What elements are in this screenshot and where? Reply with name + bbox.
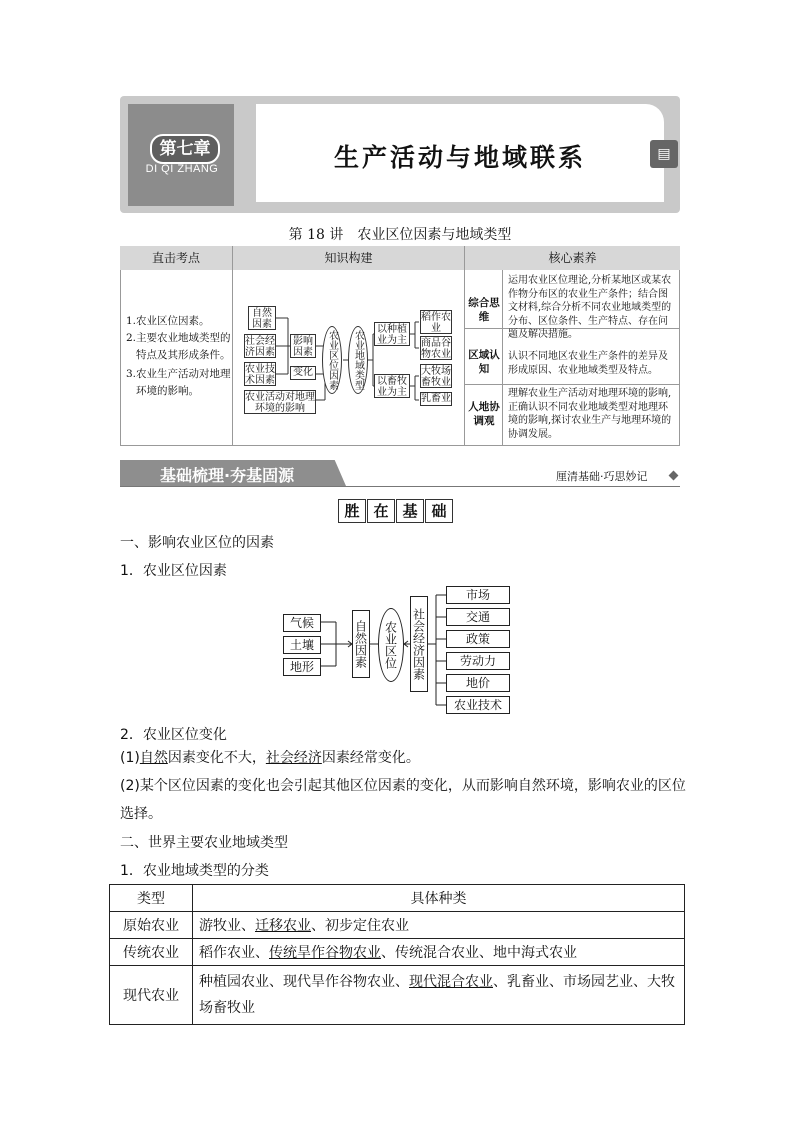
header-suyang: 核心素养 <box>465 246 680 270</box>
table-row <box>110 885 685 912</box>
factor-center: 农业区位 <box>378 608 404 682</box>
factor-policy: 政策 <box>446 630 510 648</box>
kaodian-line: 1.农业区位因素。 <box>126 315 210 327</box>
divider <box>464 246 465 446</box>
table-header: 类型 <box>110 885 193 912</box>
factor-natural: 自然因素 <box>352 610 370 678</box>
factor-transport: 交通 <box>446 608 510 626</box>
map-node-impact: 农业活动对地理环境的影响 <box>245 392 315 414</box>
heading-strip <box>338 499 454 523</box>
map-ellipse-type: 农业地域类型 <box>348 326 368 394</box>
table-cell: 传统农业 <box>110 939 193 966</box>
section-heading-1: 一、影响农业区位的因素 <box>120 535 274 551</box>
table-cell: 原始农业 <box>110 912 193 939</box>
chapter-title: 生产活动与地域联系 <box>333 143 586 172</box>
map-node-dairy: 乳畜业 <box>421 393 451 404</box>
section-title: 基础梳理·夯基固源 <box>160 466 295 485</box>
strip-char: 在 <box>367 499 395 523</box>
map-node-tech: 农业技术因素 <box>245 364 275 386</box>
map-ellipse-location: 农业区位因素 <box>322 326 342 394</box>
lesson-title: 第 18 讲 农业区位因素与地域类型 <box>288 227 512 243</box>
header-zhishi: 知识构建 <box>233 246 464 270</box>
kaodian-line: 特点及其形成条件。 <box>136 349 231 361</box>
kaodian-line: 3.农业生产活动对地理 <box>126 368 231 380</box>
suyang-desc: 认识不同地区农业生产条件的差异及形成原因、农业地域类型及特点。 <box>508 351 668 376</box>
table-row <box>110 912 685 939</box>
map-node-rice: 稻作农业 <box>421 312 451 334</box>
map-node-crop: 以种植业为主 <box>374 322 410 346</box>
table-row <box>110 966 685 1025</box>
kaodian-line: 2.主要农业地域类型的 <box>126 332 231 344</box>
table-header: 具体种类 <box>193 885 685 912</box>
map-node-livestock: 以畜牧业为主 <box>374 374 410 398</box>
paragraph-2: (2)某个区位因素的变化也会引起其他区位因素的变化，从而影响自然环境，影响农业的区位选择。 <box>120 778 686 822</box>
chapter-pinyin: DI QI ZHANG <box>145 163 219 175</box>
book-search-icon: ▤ <box>650 140 678 168</box>
strip-char: 基 <box>396 499 424 523</box>
factor-social: 社会经济因素 <box>410 596 428 692</box>
table-cell: 稻作农业、传统旱作谷物农业、传统混合农业、地中海式农业 <box>193 939 685 966</box>
factor-agri-tech: 农业技术 <box>446 696 510 714</box>
header-kaodian: 直击考点 <box>120 246 232 270</box>
section-tagline: 厘清基础·巧思妙记 <box>556 470 648 483</box>
factor-land-price: 地价 <box>446 674 510 692</box>
subheading: 1．农业地域类型的分类 <box>120 863 269 879</box>
map-node-factors: 影响因素 <box>290 334 316 358</box>
suyang-label: 人地协调观 <box>468 401 500 427</box>
table-cell: 游牧业、迁移农业、初步定住农业 <box>193 912 685 939</box>
agri-type-table <box>109 884 685 1025</box>
table-cell: 种植园农业、现代旱作谷物农业、现代混合农业、乳畜业、市场园艺业、大牧场畜牧业 <box>193 966 685 1025</box>
factor-soil: 土壤 <box>283 636 321 654</box>
divider <box>502 270 503 446</box>
suyang-label: 区域认知 <box>468 349 500 375</box>
factor-labor: 劳动力 <box>446 652 510 670</box>
map-node-change: 变化 <box>290 366 316 380</box>
suyang-desc: 运用农业区位理论,分析某地区或某农作物分布区的农业生产条件；结合图文材料,综合分析不同农业地域类型的分布、区位条件、生产特点、存在问题及解决措施。 <box>508 275 672 340</box>
map-node-ranch: 大牧场畜牧业 <box>421 366 451 388</box>
map-node-grain: 商品谷物农业 <box>421 338 451 360</box>
subheading: 2．农业区位变化 <box>120 727 227 743</box>
factor-terrain: 地形 <box>283 658 321 676</box>
paragraph-1: (1)自然因素变化不大，社会经济因素经常变化。 <box>120 750 420 766</box>
factor-climate: 气候 <box>283 614 321 632</box>
suyang-desc: 理解农业生产活动对地理环境的影响,正确认识不同农业地域类型对地理环境的影响,探讨农业生产与地理环境的协调发展。 <box>508 388 672 440</box>
subheading: 1．农业区位因素 <box>120 563 227 579</box>
suyang-label: 综合思维 <box>468 297 500 323</box>
section-heading-2: 二、世界主要农业地域类型 <box>120 835 288 851</box>
strip-char: 胜 <box>338 499 366 523</box>
chapter-number: 第七章 <box>150 134 220 164</box>
map-node-social: 社会经济因素 <box>245 336 275 358</box>
table-cell: 现代农业 <box>110 966 193 1025</box>
strip-char: 础 <box>425 499 453 523</box>
kaodian-line: 环境的影响。 <box>136 385 199 397</box>
table-row <box>110 939 685 966</box>
map-node-natural: 自然因素 <box>248 306 276 330</box>
factor-market: 市场 <box>446 586 510 604</box>
